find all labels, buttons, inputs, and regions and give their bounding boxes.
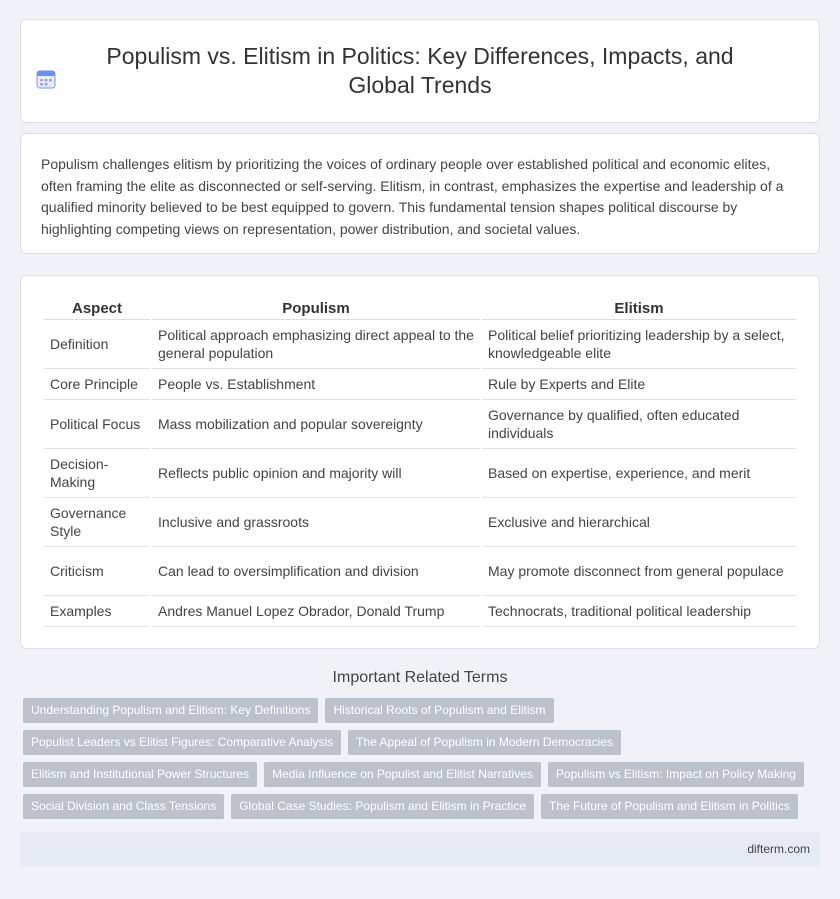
related-tag[interactable]: Historical Roots of Populism and Elitism bbox=[325, 698, 553, 723]
row-aspect: Criticism bbox=[44, 547, 150, 596]
row-populism: Inclusive and grassroots bbox=[152, 498, 480, 547]
related-tag[interactable]: Media Influence on Populist and Elitist Narratives bbox=[264, 762, 541, 787]
table-row bbox=[44, 596, 796, 627]
related-tag[interactable]: Social Division and Class Tensions bbox=[23, 794, 224, 819]
row-populism: People vs. Establishment bbox=[152, 369, 480, 400]
related-tag[interactable]: Populist Leaders vs Elitist Figures: Comparative Analysis bbox=[23, 730, 341, 755]
comparison-card bbox=[20, 275, 820, 649]
related-tag[interactable]: Understanding Populism and Elitism: Key Definitions bbox=[23, 698, 318, 723]
table-row bbox=[44, 320, 796, 369]
row-elitism: Technocrats, traditional political leadership bbox=[482, 596, 796, 627]
table-row bbox=[44, 498, 796, 547]
row-populism: Can lead to oversimplification and division bbox=[152, 547, 480, 596]
table-row bbox=[44, 449, 796, 498]
row-elitism: Rule by Experts and Elite bbox=[482, 369, 796, 400]
table-row bbox=[44, 547, 796, 596]
row-elitism: May promote disconnect from general populace bbox=[482, 547, 796, 596]
comparison-table bbox=[42, 296, 798, 627]
table-header-row bbox=[44, 296, 796, 320]
row-aspect: Political Focus bbox=[44, 400, 150, 449]
row-aspect: Examples bbox=[44, 596, 150, 627]
related-tag[interactable]: The Future of Populism and Elitism in Politics bbox=[541, 794, 798, 819]
related-tag[interactable]: Global Case Studies: Populism and Elitism in Practice bbox=[231, 794, 534, 819]
calendar-icon bbox=[35, 68, 57, 90]
row-elitism: Exclusive and hierarchical bbox=[482, 498, 796, 547]
related-tags bbox=[0, 698, 840, 819]
table-row bbox=[44, 400, 796, 449]
row-aspect: Core Principle bbox=[44, 369, 150, 400]
footer-bar bbox=[20, 832, 820, 866]
header-elitism: Elitism bbox=[482, 296, 796, 320]
row-elitism: Political belief prioritizing leadership by a select, knowledgeable elite bbox=[482, 320, 796, 369]
page-title: Populism vs. Elitism in Politics: Key Differences, Impacts, and Global Trends bbox=[106, 43, 734, 98]
intro-paragraph: Populism challenges elitism by prioritizing the voices of ordinary people over established political and economic elites, often framing the elite as disconnected or self-serving. Elitism, in contrast, emphasizes the expertise and leadership of a qualified minority believed to be best equipped to govern. This fundamental tension shapes political discourse by highlighting competing views on representation, power distribution, and societal values. bbox=[41, 156, 784, 237]
title-wrap bbox=[81, 42, 759, 100]
row-populism: Political approach emphasizing direct appeal to the general population bbox=[152, 320, 480, 369]
related-tag[interactable]: Elitism and Institutional Power Structures bbox=[23, 762, 257, 787]
related-terms-section bbox=[0, 669, 840, 819]
row-aspect: Definition bbox=[44, 320, 150, 369]
row-elitism: Based on expertise, experience, and merit bbox=[482, 449, 796, 498]
header-populism: Populism bbox=[152, 296, 480, 320]
row-populism: Mass mobilization and popular sovereignty bbox=[152, 400, 480, 449]
row-populism: Reflects public opinion and majority will bbox=[152, 449, 480, 498]
header-aspect: Aspect bbox=[44, 296, 150, 320]
related-terms-title: Important Related Terms bbox=[332, 669, 508, 686]
related-tag[interactable]: Populism vs Elitism: Impact on Policy Making bbox=[548, 762, 804, 787]
row-aspect: Governance Style bbox=[44, 498, 150, 547]
intro-card bbox=[20, 133, 820, 254]
table-row bbox=[44, 369, 796, 400]
row-elitism: Governance by qualified, often educated individuals bbox=[482, 400, 796, 449]
header-card bbox=[20, 19, 820, 123]
related-tag[interactable]: The Appeal of Populism in Modern Democracies bbox=[348, 730, 621, 755]
row-aspect: Decision-Making bbox=[44, 449, 150, 498]
footer-site[interactable]: difterm.com bbox=[747, 842, 810, 856]
row-populism: Andres Manuel Lopez Obrador, Donald Trump bbox=[152, 596, 480, 627]
